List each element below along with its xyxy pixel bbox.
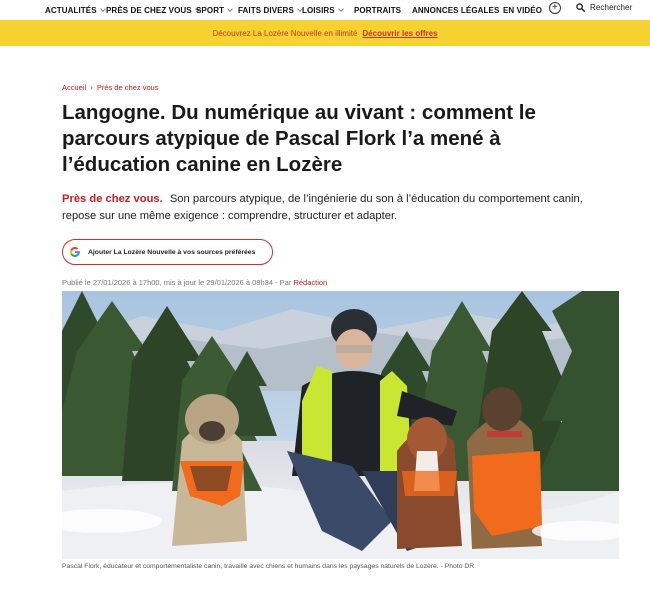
nav-item-pres-de-chez-vous[interactable] [106,6,200,15]
breadcrumb-section[interactable]: Près de chez vous [96,83,159,92]
promo-banner [0,20,650,46]
article-photo [62,291,619,559]
breadcrumb-home[interactable]: Accueil [62,83,87,92]
publish-dates: Publié le 27/01/2026 à 17h00, mis à jour le 29/01/2026 à 08h34 - Par [62,278,292,287]
chevron-right-icon: › [90,83,93,92]
chevron-down-icon [227,6,233,12]
nav-item-label: FAITS DIVERS [238,5,294,15]
google-icon [69,246,81,258]
search-icon [576,3,585,12]
nav-item-loisirs[interactable] [302,6,343,15]
nav-item-faits-divers[interactable] [238,6,302,15]
article-photo-illustration [62,291,619,559]
nav-item-label: EN VIDÉO [503,5,543,15]
nav-item-label: LOISIRS [302,5,335,15]
breadcrumb [62,83,159,92]
nav-item-portraits[interactable] [354,6,401,15]
plus-circle-icon[interactable]: + [549,2,561,14]
search-button[interactable] [576,3,632,12]
article-meta [62,278,327,287]
add-google-source-label: Ajouter La Lozère Nouvelle à vos sources préférées [88,248,256,256]
lead-text: Son parcours atypique, de l’ingénierie du son à l’éducation du comportement canin, repose sur une même exigence : comprendre, structurer et adapter. [62,193,583,222]
nav-item-label: ACTUALITÉS [45,5,97,15]
nav-item-label: ANNONCES LÉGALES [412,5,500,15]
nav-item-en-video[interactable] [503,6,542,15]
top-navigation [0,0,650,20]
search-label: Rechercher [590,3,633,12]
nav-item-annonces-legales[interactable] [412,6,499,15]
photo-caption: Pascal Flork, éducateur et comportementaliste canin, travaille avec chiens et humains dans les paysages naturels de Lozère. - Photo DR [62,563,475,570]
add-google-source-button[interactable] [62,239,273,265]
article-lead [62,191,607,225]
article-title: Langogne. Du numérique au vivant : comment le parcours atypique de Pascal Flork l’a mené à l’éducation canine en Lozère [62,101,536,176]
nav-item-label: PORTRAITS [354,5,402,15]
nav-item-sport[interactable] [196,6,232,15]
nav-item-label: SPORT [196,5,225,15]
chevron-down-icon [338,6,344,12]
chevron-down-icon [100,6,106,12]
nav-item-label: PRÈS DE CHEZ VOUS [106,5,192,15]
lead-category[interactable]: Près de chez vous. [62,193,163,205]
promo-offers-link[interactable]: Découvrir les offres [362,28,438,38]
promo-text: Découvrez La Lozère Nouvelle en illimité [212,28,358,38]
nav-item-actualites[interactable] [45,6,105,15]
author-link[interactable]: Rédaction [293,278,328,287]
